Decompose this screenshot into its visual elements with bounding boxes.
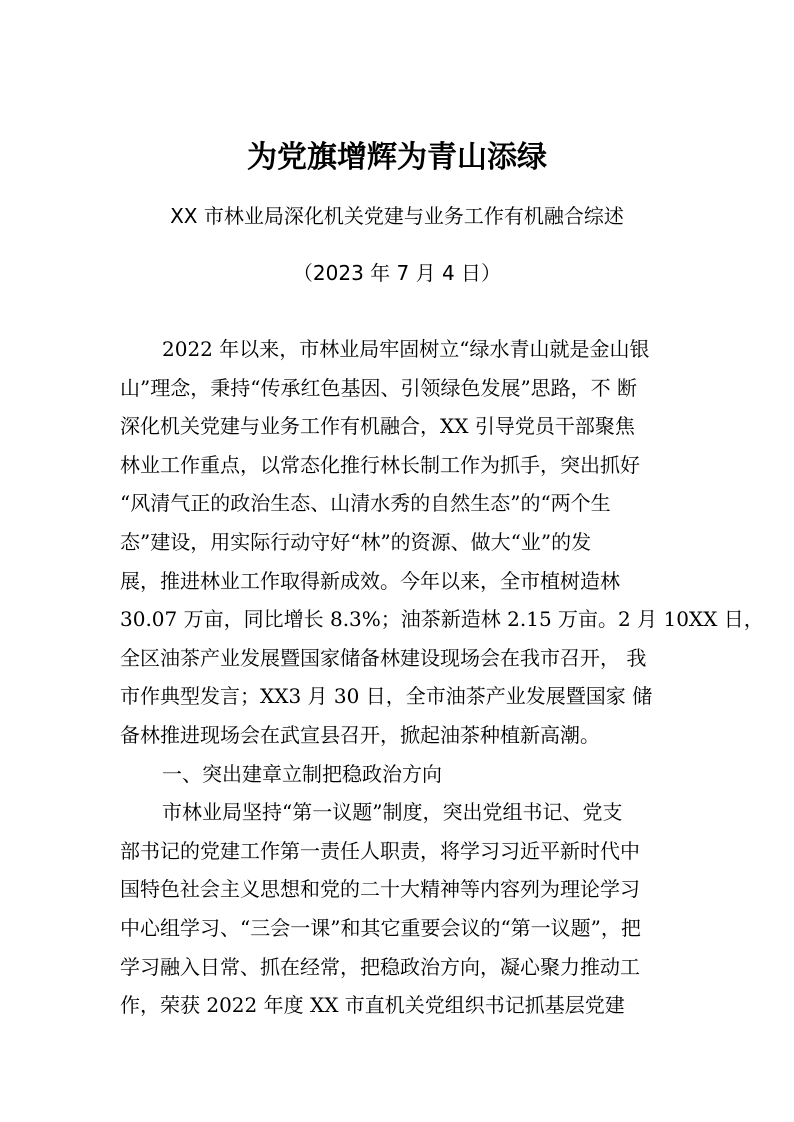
body-line: 学习融入日常、抓在经常，把稳政治方向，凝心聚力推动工 bbox=[120, 954, 640, 979]
section-heading: 一、突出建章立制把稳政治方向 bbox=[162, 761, 442, 786]
body-line: 山”理念，秉持“传承红色基因、引领绿色发展”思路，不 断 bbox=[120, 375, 638, 400]
body-line: 部书记的党建工作第一责任人职责，将学习习近平新时代中 bbox=[120, 838, 640, 863]
body-line: 中心组学习、“三会一课”和其它重要会议的“第一议题”，把 bbox=[120, 915, 641, 940]
body-line: “风清气正的政治生态、山清水秀的自然生态”的“两个生 bbox=[120, 491, 611, 516]
body-line: 态”建设，用实际行动守好“林”的资源、做大“业”的发 bbox=[120, 529, 592, 554]
body-line: 市林业局坚持“第一议题”制度，突出党组书记、党支 bbox=[162, 800, 623, 825]
document-title: 为党旗增辉为青山添绿 bbox=[247, 140, 547, 175]
document-subtitle: XX 市林业局深化机关党建与业务工作有机融合综述 bbox=[170, 204, 624, 228]
body-line: 30.07 万亩，同比增长 8.3%；油茶新造林 2.15 万亩。2 月 10XX 日， bbox=[120, 607, 764, 632]
body-line: 深化机关党建与业务工作有机融合，XX 引导党员干部聚焦 bbox=[120, 414, 635, 439]
document-date: （2023 年 7 月 4 日） bbox=[292, 261, 502, 285]
body-line: 展，推进林业工作取得新成效。今年以来，全市植树造林 bbox=[120, 568, 620, 593]
body-line: 市作典型发言；XX3 月 30 日，全市油茶产业发展暨国家 储 bbox=[120, 684, 653, 709]
body-line: 全区油茶产业发展暨国家储备林建设现场会在我市召开， 我 bbox=[120, 645, 647, 670]
body-line: 2022 年以来，市林业局牢固树立“绿水青山就是金山银 bbox=[162, 337, 650, 361]
body-line: 作，荣获 2022 年度 XX 市直机关党组织书记抓基层党建 bbox=[120, 993, 625, 1018]
body-line: 备林推进现场会在武宣县召开，掀起油茶种植新高潮。 bbox=[120, 722, 600, 747]
body-line: 国特色社会主义思想和党的二十大精神等内容列为理论学习 bbox=[120, 877, 640, 902]
document-body bbox=[120, 333, 764, 1028]
body-line: 林业工作重点，以常态化推行林长制工作为抓手，突出抓好 bbox=[120, 452, 640, 477]
